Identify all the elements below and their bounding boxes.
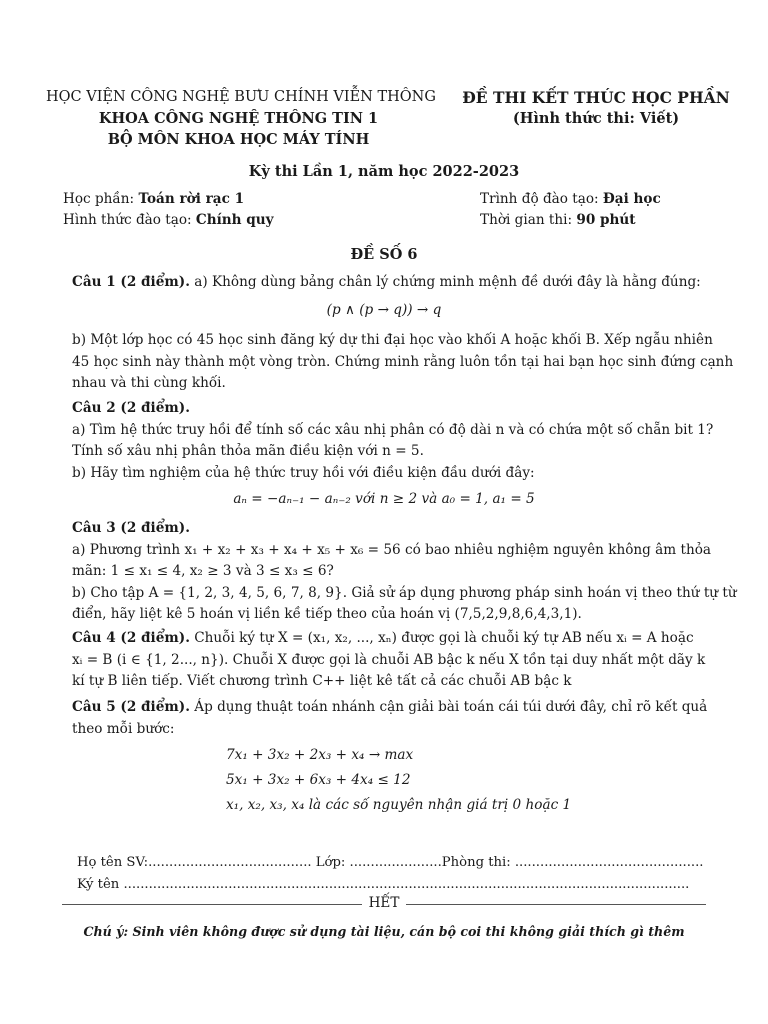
- level-value: Đại học: [602, 191, 661, 207]
- question-1-b-line-3: nhau và thi cùng khối.: [72, 375, 226, 391]
- level-label: Trình độ đào tạo:: [480, 191, 599, 207]
- question-5-domain: x₁, x₂, x₃, x₄ là các số nguyên nhận giá trị 0 hoặc 1: [226, 797, 572, 813]
- question-1-b-line-2: 45 học sinh này thành một vòng tròn. Chứng minh rằng luôn tồn tại hai bạn học sinh đứng cạnh: [72, 353, 734, 370]
- question-3-title: Câu 3 (2 điểm).: [72, 520, 190, 536]
- question-4-line-2: xᵢ = B (i ∈ {1, 2..., n}). Chuỗi X được gọi là chuỗi AB bậc k nếu X tồn tại duy nhất một dãy k: [72, 651, 706, 668]
- question-5-second-line: theo mỗi bước:: [72, 720, 175, 737]
- question-5-objective: 7x₁ + 3x₂ + 2x₃ + x₄ → max: [226, 747, 414, 763]
- training-form-value: Chính quy: [195, 212, 274, 228]
- training-form-label: Hình thức đào tạo:: [63, 212, 192, 228]
- exam-form: (Hình thức thi: Viết): [512, 110, 680, 127]
- course-info: [63, 189, 244, 210]
- question-3-line-4: điển, hãy liệt kê 5 hoán vị liền kề tiếp theo của hoán vị (7,5,2,9,8,6,4,3,1).: [72, 606, 582, 622]
- question-2-title: Câu 2 (2 điểm).: [72, 400, 190, 416]
- time-info: [480, 210, 636, 231]
- exam-title: ĐỀ THI KẾT THÚC HỌC PHẦN: [462, 88, 730, 107]
- question-3-line-1: a) Phương trình x₁ + x₂ + x₃ + x₄ + x₅ + x₆ = 56 có bao nhiêu nghiệm nguyên không âm thỏa: [72, 541, 712, 558]
- question-1-title: Câu 1 (2 điểm).: [72, 274, 190, 290]
- question-1: [72, 272, 712, 294]
- question-3-line-2: mãn: 1 ≤ x₁ ≤ 4, x₂ ≥ 3 và 3 ≤ x₃ ≤ 6?: [72, 563, 334, 579]
- exam-session: Kỳ thi Lần 1, năm học 2022-2023: [248, 163, 520, 180]
- course-label: Học phần:: [63, 191, 135, 207]
- question-3: [72, 518, 737, 626]
- time-value: 90 phút: [576, 212, 636, 228]
- question-2-line-2: Tính số xâu nhị phân thỏa mãn điều kiện với n = 5.: [72, 443, 424, 459]
- question-3-line-3: b) Cho tập A = {1, 2, 3, 4, 5, 6, 7, 8, 9}. Giả sử áp dụng phương pháp sinh hoán vị theo thứ tự từ: [72, 584, 737, 601]
- question-4-line-3: kí tự B liên tiếp. Viết chương trình C++ liệt kê tất cả các chuỗi AB bậc k: [72, 673, 572, 689]
- question-2: [72, 398, 712, 484]
- question-5: [72, 697, 712, 740]
- question-1-b: [72, 330, 734, 395]
- signature-line: Ký tên .......................................................................................................................................: [77, 877, 690, 892]
- question-2-formula: aₙ = −aₙ₋₁ − aₙ₋₂ với n ≥ 2 và a₀ = 1, a₁ = 5: [233, 491, 535, 507]
- question-2-line-3: b) Hãy tìm nghiệm của hệ thức truy hồi với điều kiện đầu dưới đây:: [72, 464, 535, 481]
- student-info-line: Họ tên SV:....................................... Lớp: ......................Phòng thi: .............................................: [77, 855, 704, 870]
- question-5-first-line: Áp dụng thuật toán nhánh cận giải bài toán cái túi dưới đây, chỉ rõ kết quả: [194, 699, 708, 715]
- department-name: BỘ MÔN KHOA HỌC MÁY TÍNH: [107, 131, 370, 148]
- question-1-formula: (p ∧ (p → q)) → q: [326, 302, 442, 318]
- training-form-info: [63, 210, 274, 231]
- end-mark: HẾT: [368, 895, 400, 911]
- question-4-title: Câu 4 (2 điểm).: [72, 630, 190, 646]
- question-4: [72, 628, 712, 693]
- question-4-first-line: Chuỗi ký tự X = (x₁, x₂, ..., xₙ) được gọi là chuỗi ký tự AB nếu xᵢ = A hoặc: [194, 630, 694, 646]
- question-5-title: Câu 5 (2 điểm).: [72, 699, 190, 715]
- exam-code: ĐỀ SỐ 6: [350, 246, 418, 263]
- course-value: Toán rời rạc 1: [138, 191, 245, 207]
- question-2-line-1: a) Tìm hệ thức truy hồi để tính số các xâu nhị phân có độ dài n và có chứa một số chẵn bit 1?: [72, 421, 714, 438]
- question-1-a: a) Không dùng bảng chân lý chứng minh mệnh đề dưới đây là hằng đúng:: [194, 274, 701, 290]
- level-info: [480, 189, 661, 210]
- end-rule-right: [406, 904, 706, 905]
- institute-name: HỌC VIỆN CÔNG NGHỆ BƯU CHÍNH VIỄN THÔNG: [46, 89, 436, 105]
- faculty-name: KHOA CÔNG NGHỆ THÔNG TIN 1: [98, 110, 379, 127]
- question-5-constraint: 5x₁ + 3x₂ + 6x₃ + 4x₄ ≤ 12: [226, 772, 411, 788]
- time-label: Thời gian thi:: [480, 212, 573, 228]
- exam-note: Chú ý: Sinh viên không được sử dụng tài liệu, cán bộ coi thi không giải thích gì thêm: [83, 924, 685, 939]
- end-rule-left: [62, 904, 362, 905]
- question-1-b-line-1: b) Một lớp học có 45 học sinh đăng ký dự thi đại học vào khối A hoặc khối B. Xếp ngẫu nhiên: [72, 332, 713, 348]
